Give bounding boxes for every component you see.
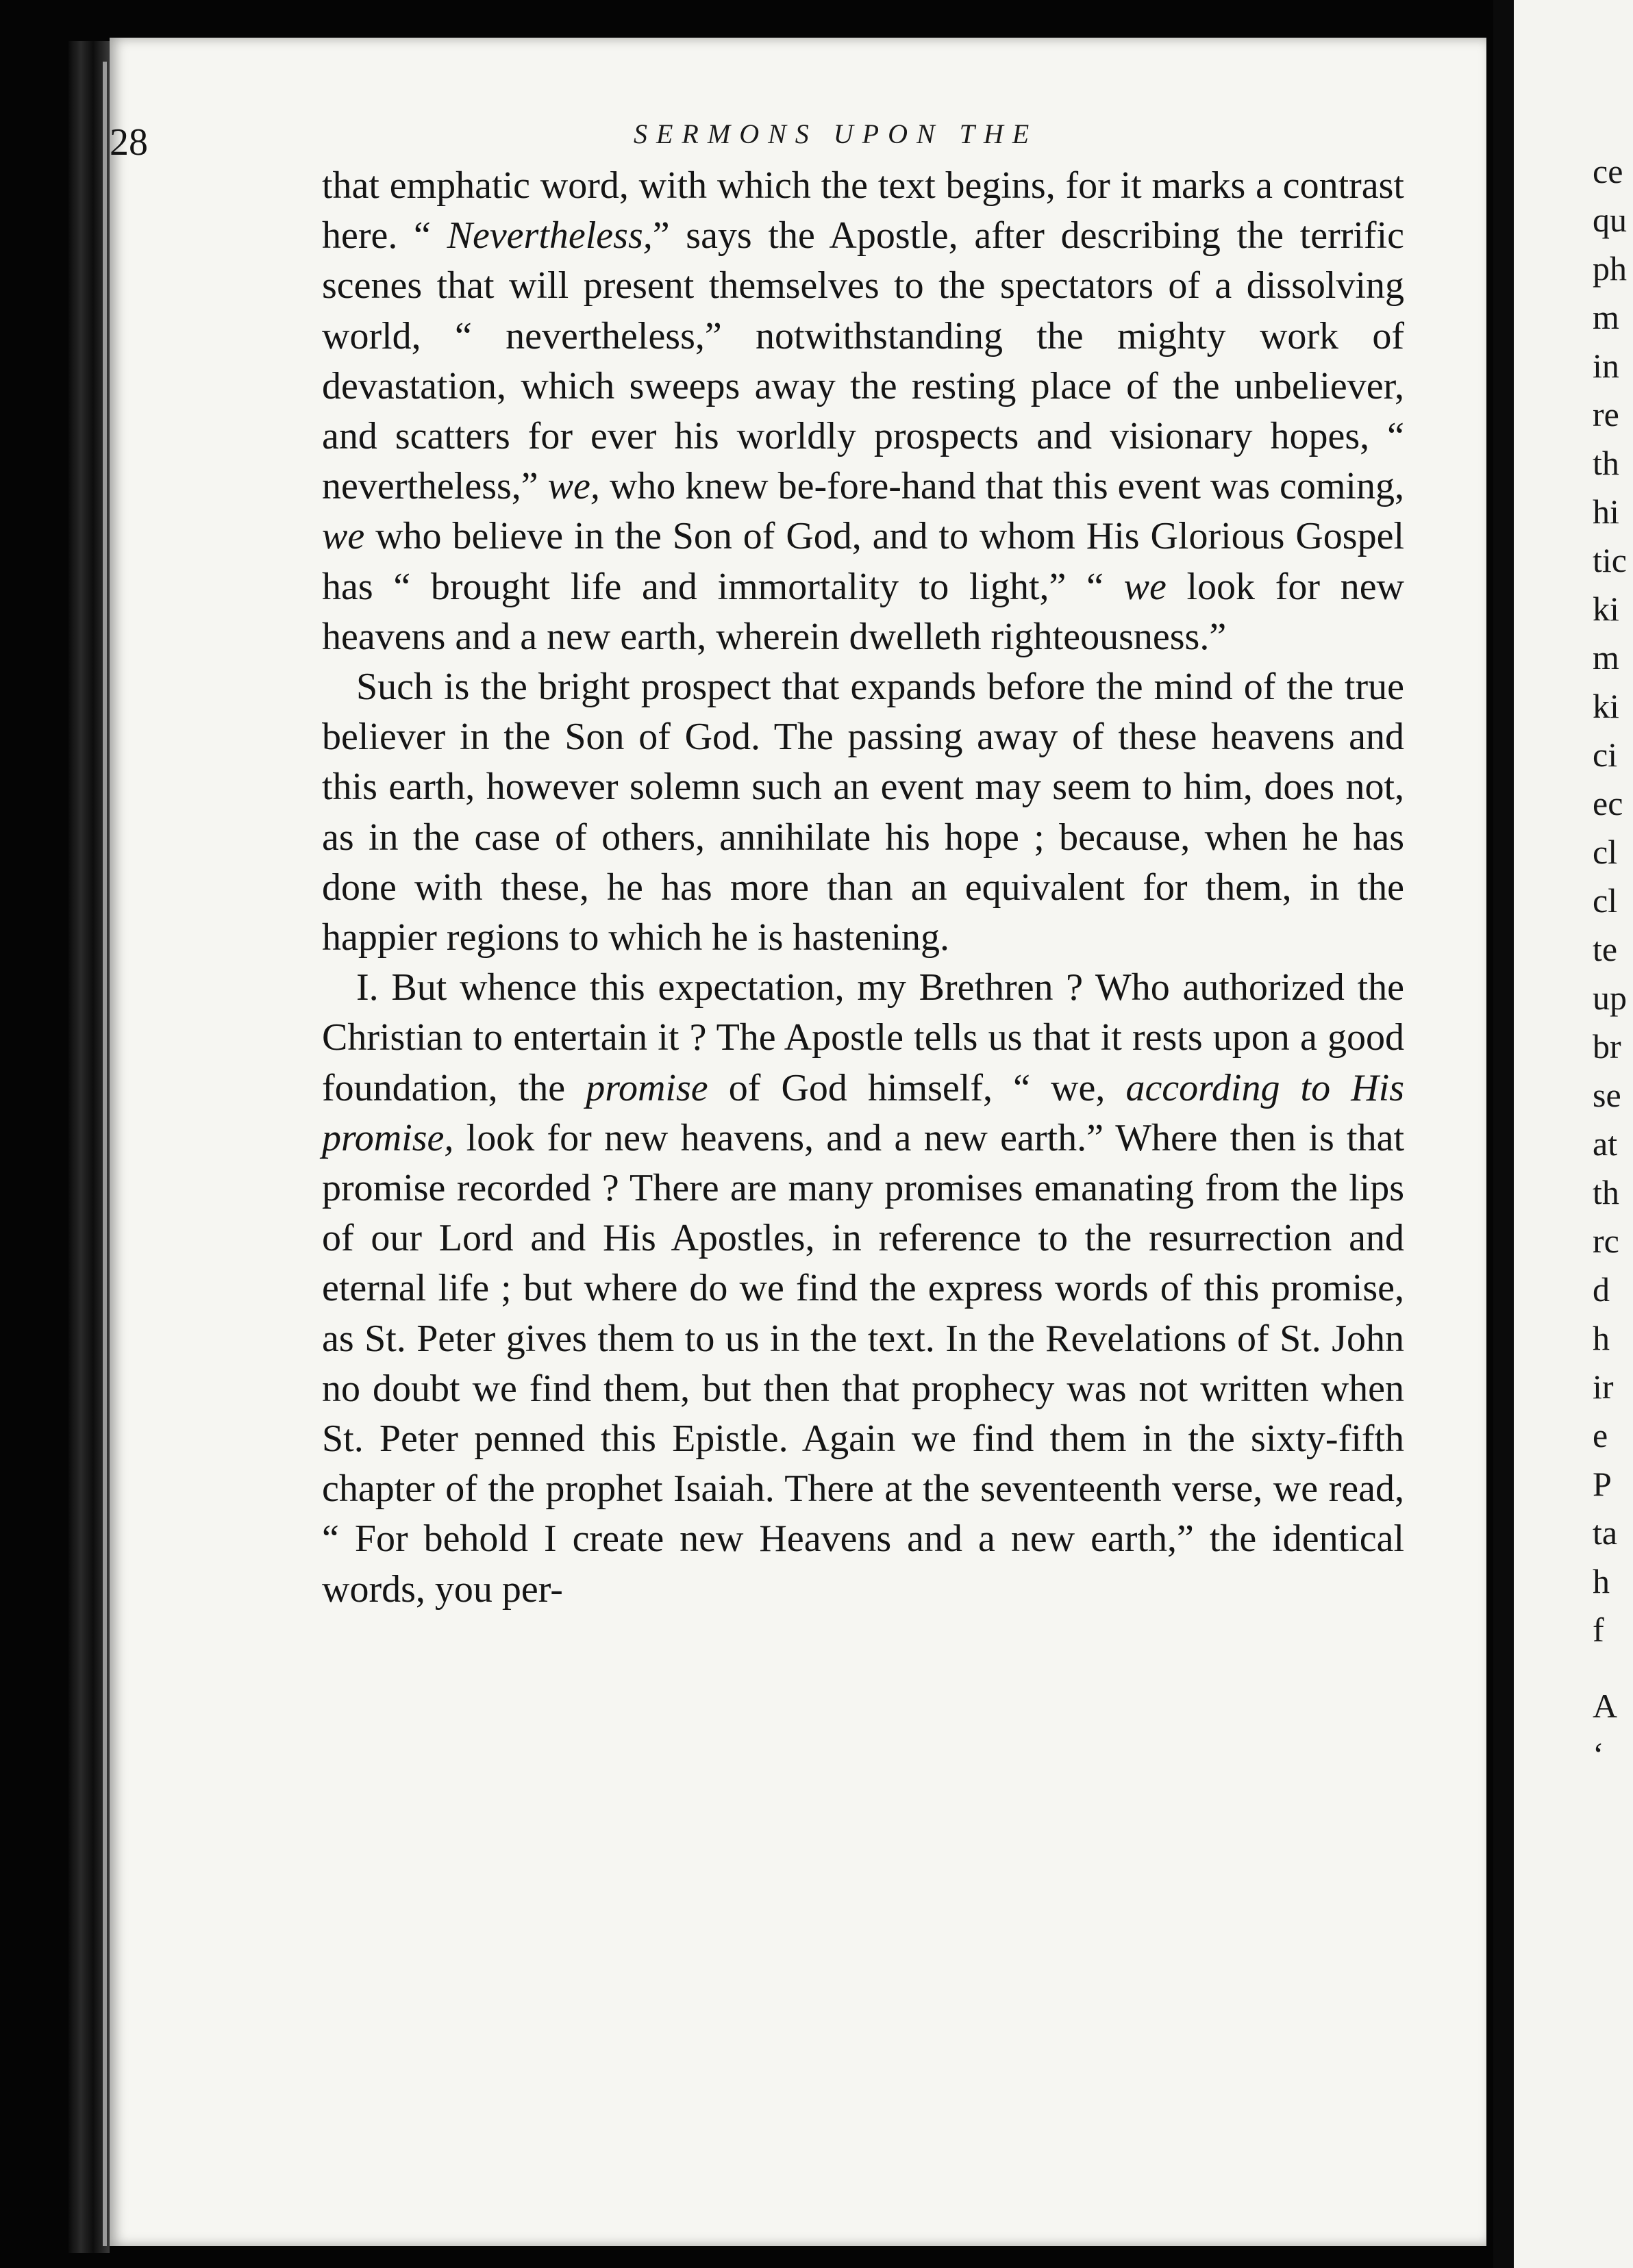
- paragraph: [322, 662, 1404, 963]
- spine-edge: [103, 62, 107, 2246]
- facing-page-line-fragment: h: [1593, 1319, 1610, 1357]
- facing-page-line-fragment: hi: [1593, 492, 1619, 531]
- facing-page-line-fragment: cl: [1593, 833, 1618, 871]
- facing-page-line-fragment: m: [1593, 638, 1619, 677]
- facing-page-line-fragment: at: [1593, 1124, 1618, 1163]
- facing-page-line-fragment: in: [1593, 346, 1619, 385]
- facing-page-line-fragment: br: [1593, 1027, 1621, 1066]
- italic-text: according to His promise,: [322, 1066, 1404, 1159]
- facing-page-line-fragment: ‘: [1593, 1735, 1604, 1774]
- text-run: look for new heavens and a new earth, wherein dwelleth righteousness.”: [322, 565, 1405, 658]
- paragraph: [322, 161, 1404, 662]
- text-run: of God himself, “ we,: [708, 1066, 1126, 1109]
- facing-page-line-fragment: ph: [1593, 249, 1627, 288]
- facing-page-line-fragment: ki: [1593, 687, 1619, 725]
- italic-text: we: [322, 515, 365, 558]
- italic-text: Nevertheless,: [447, 214, 653, 257]
- italic-text: promise: [586, 1066, 708, 1109]
- facing-page-line-fragment: ki: [1593, 590, 1619, 628]
- facing-page-line-fragment: cl: [1593, 881, 1618, 920]
- facing-page-line-fragment: tic: [1593, 541, 1627, 579]
- facing-page-line-fragment: up: [1593, 979, 1627, 1017]
- text-run: ” says the Apostle, after describing the terrific scenes that will present themselves to the spectators of a dissolving world, “ nevertheless,” notwithstanding the mighty work of devastation, which sweeps away the resting place of the unbeliever, and scatters for ever his worldly prospects and visionary hopes, “ nevertheless,”: [322, 214, 1404, 508]
- italic-text: we,: [547, 465, 600, 508]
- text-run: Such is the bright prospect that expands before the mind of the true believer in the Son of God. The passing away of these heavens and this earth, however solemn such an event may seem to him, does not, as in the case of others, annihilate his hope ; because, when he has done with these, he has more than an equivalent for them, in the happier regions to which he is hastening.: [322, 666, 1404, 959]
- facing-page-line-fragment: h: [1593, 1562, 1610, 1600]
- facing-page-line-fragment: ir: [1593, 1368, 1614, 1406]
- facing-page-line-fragment: A: [1593, 1687, 1618, 1725]
- text-run: who believe in the Son of God, and to whom His Glorious Gospel has “ brought life and immortality to light,” “: [322, 515, 1404, 608]
- running-head: SERMONS UPON THE: [634, 118, 1038, 149]
- facing-page-line-fragment: th: [1593, 444, 1619, 482]
- facing-page-line-fragment: re: [1593, 395, 1619, 433]
- facing-page-gutter: [1493, 0, 1514, 2268]
- facing-page-line-fragment: qu: [1593, 201, 1627, 239]
- facing-page-line-fragment: P: [1593, 1465, 1612, 1503]
- text-run: that emphatic word, with which the text begins, for it marks a contrast here. “: [322, 164, 1404, 257]
- facing-page-line-fragment: d: [1593, 1270, 1610, 1309]
- page-body-text: [322, 161, 1404, 1615]
- facing-page-line-fragment: f: [1593, 1611, 1604, 1649]
- paragraph: [322, 963, 1404, 1615]
- text-run: who knew be-fore-hand that this event was coming,: [599, 465, 1404, 508]
- text-run: look for new heavens, and a new earth.” Where then is that promise recorded ? There are many promises emanating from the lips of our Lord and His Apostles, in reference to the resurrection and eternal life ; but where do we find the express words of this promise, as St. Peter gives them to us in the text. In the Revelations of St. John no doubt we find them, but then that prophecy was not written when St. Peter penned this Epistle. Again we find them in the sixty-fifth chapter of the prophet Isaiah. There at the seventeenth verse, we read, “ For behold I create new Heavens and a new earth,” the identical words, you per-: [322, 1116, 1404, 1611]
- facing-page-line-fragment: ce: [1593, 152, 1623, 190]
- facing-page-line-fragment: te: [1593, 930, 1618, 968]
- facing-page-line-fragment: ec: [1593, 784, 1623, 822]
- page-number: 28: [110, 121, 148, 164]
- facing-page-line-fragment: se: [1593, 1076, 1621, 1114]
- facing-page-line-fragment: ta: [1593, 1513, 1618, 1552]
- facing-page-line-fragment: th: [1593, 1173, 1619, 1211]
- facing-page-line-fragment: rc: [1593, 1222, 1619, 1260]
- facing-page-line-fragment: m: [1593, 298, 1619, 336]
- facing-page-line-fragment: ci: [1593, 735, 1618, 774]
- text-run: I. But whence this expectation, my Brethren ? Who authorized the Christian to entertain it ? The Apostle tells us that it rests upon a good foundation, the: [322, 966, 1404, 1109]
- facing-page-line-fragment: e: [1593, 1416, 1608, 1454]
- italic-text: we: [1123, 565, 1167, 608]
